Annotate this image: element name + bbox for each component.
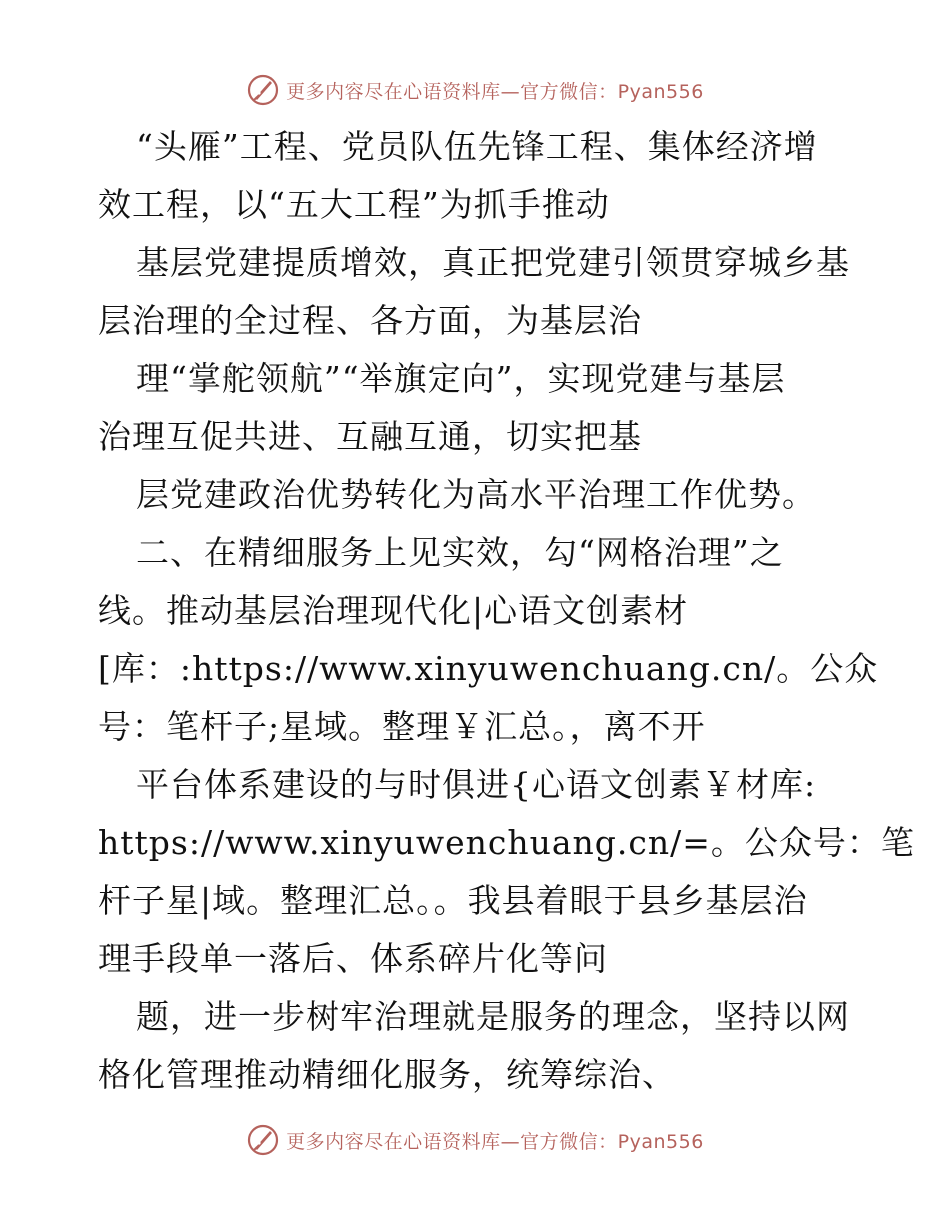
- document-body: [98, 118, 915, 1104]
- watermark-text: 更多内容尽在心语资料库—官方微信：Pyan556: [286, 80, 704, 103]
- text-line: 理“掌舵领航”“举旗定向”，实现党建与基层: [136, 359, 786, 398]
- watermark-banner-bottom: [0, 1122, 950, 1158]
- text-line: [库：:https://www.xinyuwenchuang.cn/。公众: [98, 649, 879, 688]
- text-line: 线。推动基层治理现代化|心语文创素材: [98, 591, 689, 630]
- feather-pen-logo-icon: [246, 73, 280, 107]
- text-line: 效工程，以“五大工程”为抓手推动: [98, 185, 610, 224]
- watermark-handle: Pyan556: [617, 1130, 704, 1153]
- text-line: 治理互促共进、互融互通，切实把基: [98, 417, 642, 456]
- text-line: 号：笔杆子;星域。整理￥汇总。，离不开: [98, 707, 706, 746]
- text-line: “头雁”工程、党员队伍先锋工程、集体经济增: [136, 127, 818, 166]
- feather-pen-logo-icon: [246, 1123, 280, 1157]
- text-line: 理手段单一落后、体系碎片化等问: [98, 939, 608, 978]
- watermark-handle: Pyan556: [617, 80, 704, 103]
- text-line: 杆子星|域。整理汇总。。我县着眼于县乡基层治: [98, 881, 808, 920]
- text-line: 层党建政治优势转化为高水平治理工作优势。: [136, 475, 816, 514]
- text-line: 题，进一步树牢治理就是服务的理念，坚持以网: [136, 997, 850, 1036]
- text-line: 基层党建提质增效，真正把党建引领贯穿城乡基: [136, 243, 850, 282]
- text-line: https://www.xinyuwenchuang.cn/=。公众号：笔: [98, 823, 915, 862]
- text-line: 格化管理推动精细化服务，统筹综治、: [98, 1055, 676, 1094]
- text-line: 平台体系建设的与时俱进{心语文创素￥材库:: [136, 765, 817, 804]
- text-line: 层治理的全过程、各方面，为基层治: [98, 301, 642, 340]
- watermark-banner-top: [0, 72, 950, 108]
- watermark-text: 更多内容尽在心语资料库—官方微信：Pyan556: [286, 1130, 704, 1153]
- text-line: 二、在精细服务上见实效，勾“网格治理”之: [136, 533, 784, 572]
